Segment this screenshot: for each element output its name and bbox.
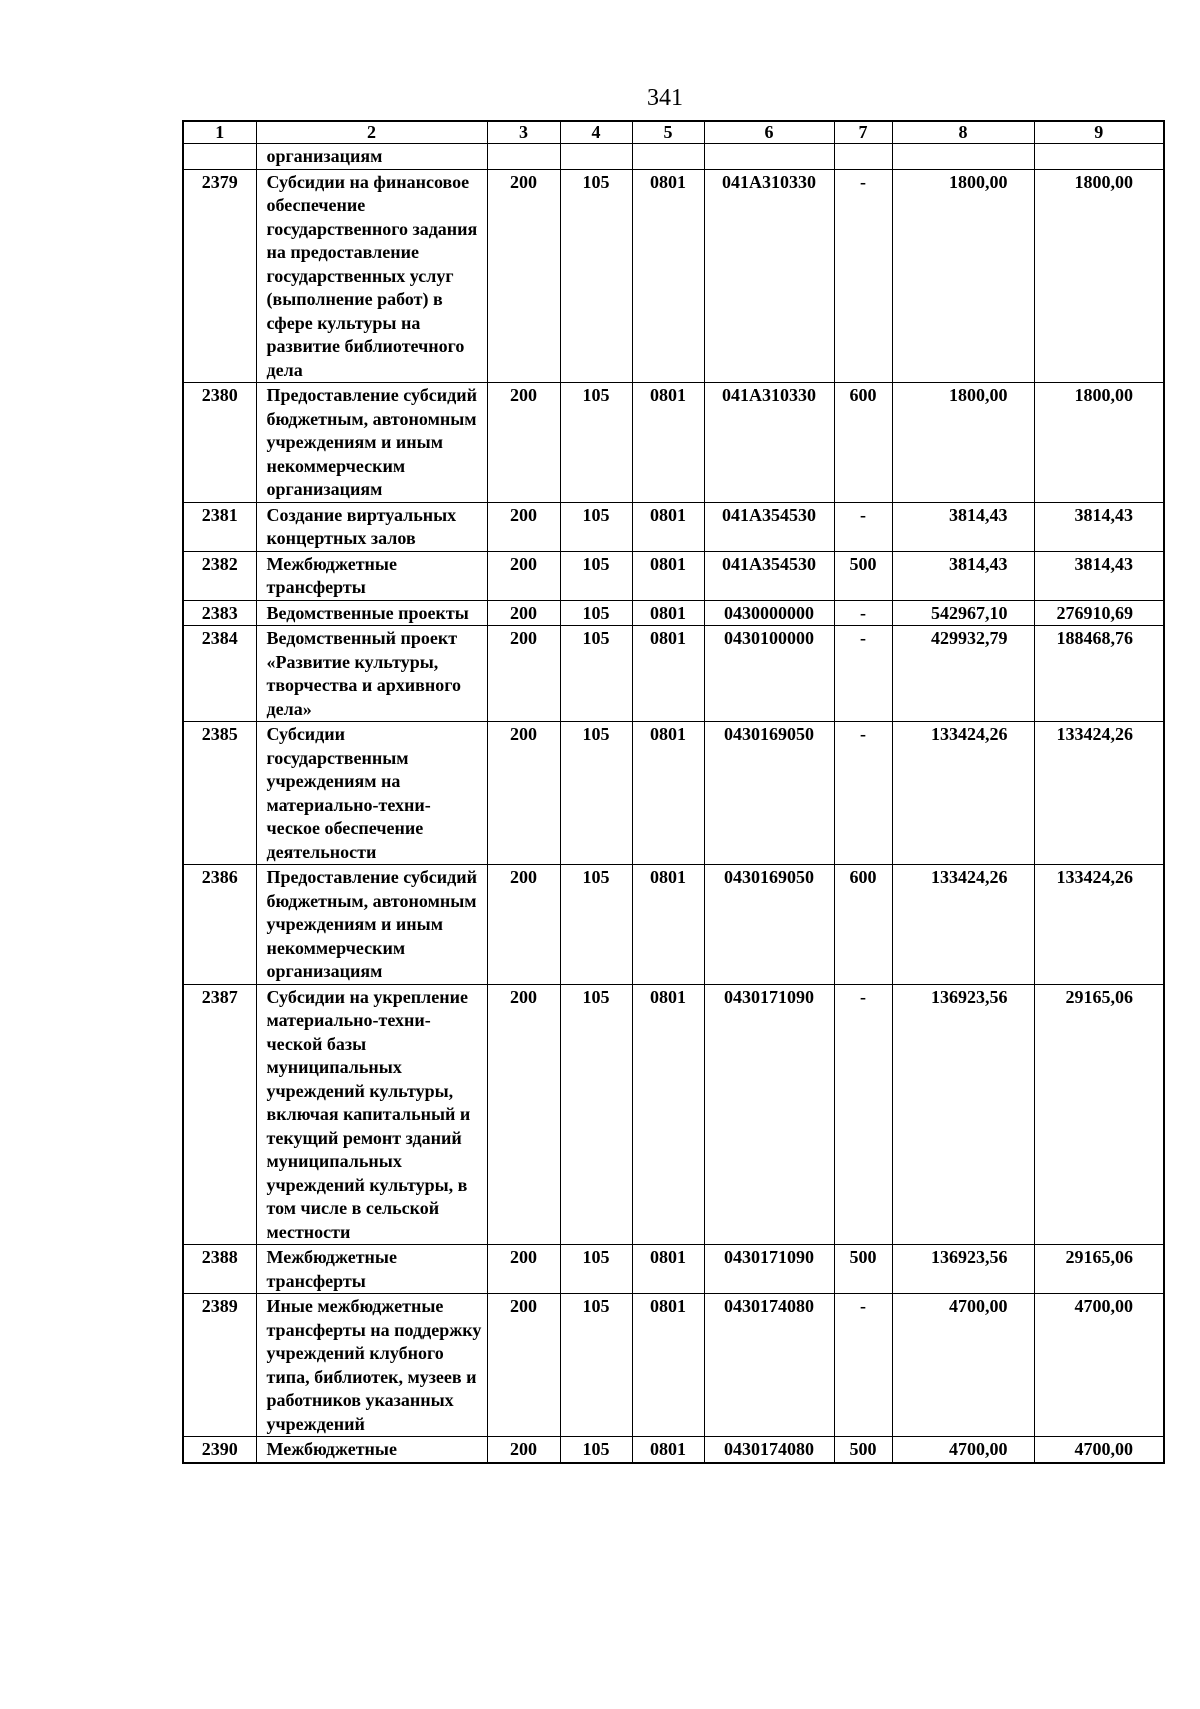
row-number-cell: 2387 <box>183 984 256 1245</box>
amount-cell: 542967,10 <box>892 600 1034 626</box>
code-cell: 105 <box>560 551 632 600</box>
amount-cell: 1800,00 <box>892 169 1034 383</box>
expense-type-cell: 600 <box>834 865 892 985</box>
target-code-cell: 041А310330 <box>704 383 834 503</box>
row-number-cell: 2383 <box>183 600 256 626</box>
row-number-cell: 2388 <box>183 1245 256 1294</box>
section-code-cell: 0801 <box>632 984 704 1245</box>
table-row <box>183 383 1164 503</box>
row-number-cell: 2384 <box>183 626 256 722</box>
section-code-cell: 0801 <box>632 600 704 626</box>
target-code-cell: 041А354530 <box>704 502 834 551</box>
code-cell: 200 <box>487 169 560 383</box>
code-cell: 200 <box>487 1294 560 1437</box>
target-code-cell: 041А310330 <box>704 169 834 383</box>
table-row <box>183 144 1164 170</box>
code-cell: 105 <box>560 600 632 626</box>
column-header: 9 <box>1034 121 1164 144</box>
row-number-cell: 2379 <box>183 169 256 383</box>
table-row <box>183 865 1164 985</box>
amount-cell: 133424,26 <box>892 722 1034 865</box>
section-code-cell: 0801 <box>632 626 704 722</box>
section-code-cell: 0801 <box>632 551 704 600</box>
code-cell: 105 <box>560 626 632 722</box>
code-cell: 200 <box>487 502 560 551</box>
target-code-cell: 0430169050 <box>704 865 834 985</box>
amount-cell: 29165,06 <box>1034 984 1164 1245</box>
column-header: 5 <box>632 121 704 144</box>
column-header: 2 <box>256 121 487 144</box>
column-header: 1 <box>183 121 256 144</box>
target-code-cell: 0430174080 <box>704 1437 834 1463</box>
amount-cell: 1800,00 <box>892 383 1034 503</box>
amount-cell: 276910,69 <box>1034 600 1164 626</box>
code-cell: 105 <box>560 502 632 551</box>
amount-cell: 429932,79 <box>892 626 1034 722</box>
section-code-cell: 0801 <box>632 383 704 503</box>
code-cell: 200 <box>487 551 560 600</box>
column-header: 8 <box>892 121 1034 144</box>
amount-cell <box>892 144 1034 170</box>
expense-type-cell <box>834 144 892 170</box>
page-number: 341 <box>647 85 683 111</box>
section-code-cell: 0801 <box>632 722 704 865</box>
table-row <box>183 626 1164 722</box>
amount-cell: 29165,06 <box>1034 1245 1164 1294</box>
item-name-cell: Ведомственный проект «Развитие культуры, творчества и архивного дела» <box>256 626 487 722</box>
code-cell: 200 <box>487 865 560 985</box>
row-number-cell: 2382 <box>183 551 256 600</box>
row-number-cell <box>183 144 256 170</box>
column-header: 3 <box>487 121 560 144</box>
amount-cell: 4700,00 <box>892 1437 1034 1463</box>
item-name-cell: Межбюджетные <box>256 1437 487 1463</box>
target-code-cell: 0430174080 <box>704 1294 834 1437</box>
amount-cell: 1800,00 <box>1034 383 1164 503</box>
code-cell: 200 <box>487 1437 560 1463</box>
amount-cell: 3814,43 <box>892 502 1034 551</box>
row-number-cell: 2389 <box>183 1294 256 1437</box>
row-number-cell: 2381 <box>183 502 256 551</box>
column-header: 4 <box>560 121 632 144</box>
row-number-cell: 2380 <box>183 383 256 503</box>
header-row <box>183 121 1164 144</box>
expense-type-cell: - <box>834 626 892 722</box>
target-code-cell: 0430169050 <box>704 722 834 865</box>
table-row <box>183 551 1164 600</box>
section-code-cell: 0801 <box>632 1437 704 1463</box>
code-cell: 105 <box>560 1294 632 1437</box>
expense-type-cell: - <box>834 722 892 865</box>
expense-type-cell: - <box>834 169 892 383</box>
section-code-cell: 0801 <box>632 502 704 551</box>
item-name-cell: Межбюджетные трансферты <box>256 551 487 600</box>
amount-cell: 188468,76 <box>1034 626 1164 722</box>
code-cell <box>560 144 632 170</box>
item-name-cell: Субсидии на финансовое обеспечение государственного задания на предоставление государственных услуг (выполнение работ) в сфере культуры на развитие библиотечного дела <box>256 169 487 383</box>
expense-type-cell: 500 <box>834 1245 892 1294</box>
table-row <box>183 1294 1164 1437</box>
section-code-cell: 0801 <box>632 1245 704 1294</box>
amount-cell: 133424,26 <box>892 865 1034 985</box>
table-row <box>183 1437 1164 1463</box>
code-cell: 200 <box>487 1245 560 1294</box>
section-code-cell <box>632 144 704 170</box>
amount-cell: 1800,00 <box>1034 169 1164 383</box>
expense-type-cell: - <box>834 600 892 626</box>
item-name-cell: Субсидии на укрепление материально-техни-ческой базы муниципальных учреждений культуры, включая капитальный и текущий ремонт зданий муниципальных учреждений культуры, в том числе в сельской местности <box>256 984 487 1245</box>
section-code-cell: 0801 <box>632 1294 704 1437</box>
table-row <box>183 722 1164 865</box>
code-cell: 105 <box>560 383 632 503</box>
expense-type-cell: 500 <box>834 1437 892 1463</box>
table-row <box>183 502 1164 551</box>
amount-cell <box>1034 144 1164 170</box>
amount-cell: 133424,26 <box>1034 865 1164 985</box>
budget-table <box>182 120 1165 1464</box>
code-cell: 105 <box>560 169 632 383</box>
expense-type-cell: - <box>834 502 892 551</box>
code-cell: 200 <box>487 383 560 503</box>
code-cell: 105 <box>560 1245 632 1294</box>
section-code-cell: 0801 <box>632 865 704 985</box>
item-name-cell: организациям <box>256 144 487 170</box>
item-name-cell: Предоставление субсидий бюджетным, автономным учреждениям и иным некоммерческим организациям <box>256 383 487 503</box>
target-code-cell: 0430171090 <box>704 984 834 1245</box>
table-row <box>183 984 1164 1245</box>
amount-cell: 4700,00 <box>1034 1294 1164 1437</box>
amount-cell: 4700,00 <box>892 1294 1034 1437</box>
table-row <box>183 169 1164 383</box>
target-code-cell: 0430100000 <box>704 626 834 722</box>
amount-cell: 4700,00 <box>1034 1437 1164 1463</box>
amount-cell: 3814,43 <box>1034 502 1164 551</box>
section-code-cell: 0801 <box>632 169 704 383</box>
row-number-cell: 2390 <box>183 1437 256 1463</box>
expense-type-cell: 500 <box>834 551 892 600</box>
code-cell: 105 <box>560 1437 632 1463</box>
column-header: 7 <box>834 121 892 144</box>
target-code-cell: 0430000000 <box>704 600 834 626</box>
expense-type-cell: 600 <box>834 383 892 503</box>
item-name-cell: Ведомственные проекты <box>256 600 487 626</box>
item-name-cell: Субсидии государственным учреждениям на материально-техни-ческое обеспечение деятельности <box>256 722 487 865</box>
target-code-cell: 041А354530 <box>704 551 834 600</box>
amount-cell: 3814,43 <box>1034 551 1164 600</box>
table-row <box>183 1245 1164 1294</box>
expense-type-cell: - <box>834 984 892 1245</box>
amount-cell: 136923,56 <box>892 984 1034 1245</box>
table-row <box>183 600 1164 626</box>
item-name-cell: Предоставление субсидий бюджетным, автономным учреждениям и иным некоммерческим организациям <box>256 865 487 985</box>
code-cell: 200 <box>487 626 560 722</box>
code-cell: 200 <box>487 600 560 626</box>
row-number-cell: 2385 <box>183 722 256 865</box>
amount-cell: 3814,43 <box>892 551 1034 600</box>
item-name-cell: Создание виртуальных концертных залов <box>256 502 487 551</box>
code-cell: 105 <box>560 984 632 1245</box>
code-cell: 105 <box>560 865 632 985</box>
item-name-cell: Иные межбюджетные трансферты на поддержку учреждений клубного типа, библиотек, музеев и работников указанных учреждений <box>256 1294 487 1437</box>
code-cell: 105 <box>560 722 632 865</box>
item-name-cell: Межбюджетные трансферты <box>256 1245 487 1294</box>
amount-cell: 136923,56 <box>892 1245 1034 1294</box>
column-header: 6 <box>704 121 834 144</box>
target-code-cell <box>704 144 834 170</box>
expense-type-cell: - <box>834 1294 892 1437</box>
code-cell <box>487 144 560 170</box>
target-code-cell: 0430171090 <box>704 1245 834 1294</box>
code-cell: 200 <box>487 722 560 865</box>
amount-cell: 133424,26 <box>1034 722 1164 865</box>
code-cell: 200 <box>487 984 560 1245</box>
row-number-cell: 2386 <box>183 865 256 985</box>
